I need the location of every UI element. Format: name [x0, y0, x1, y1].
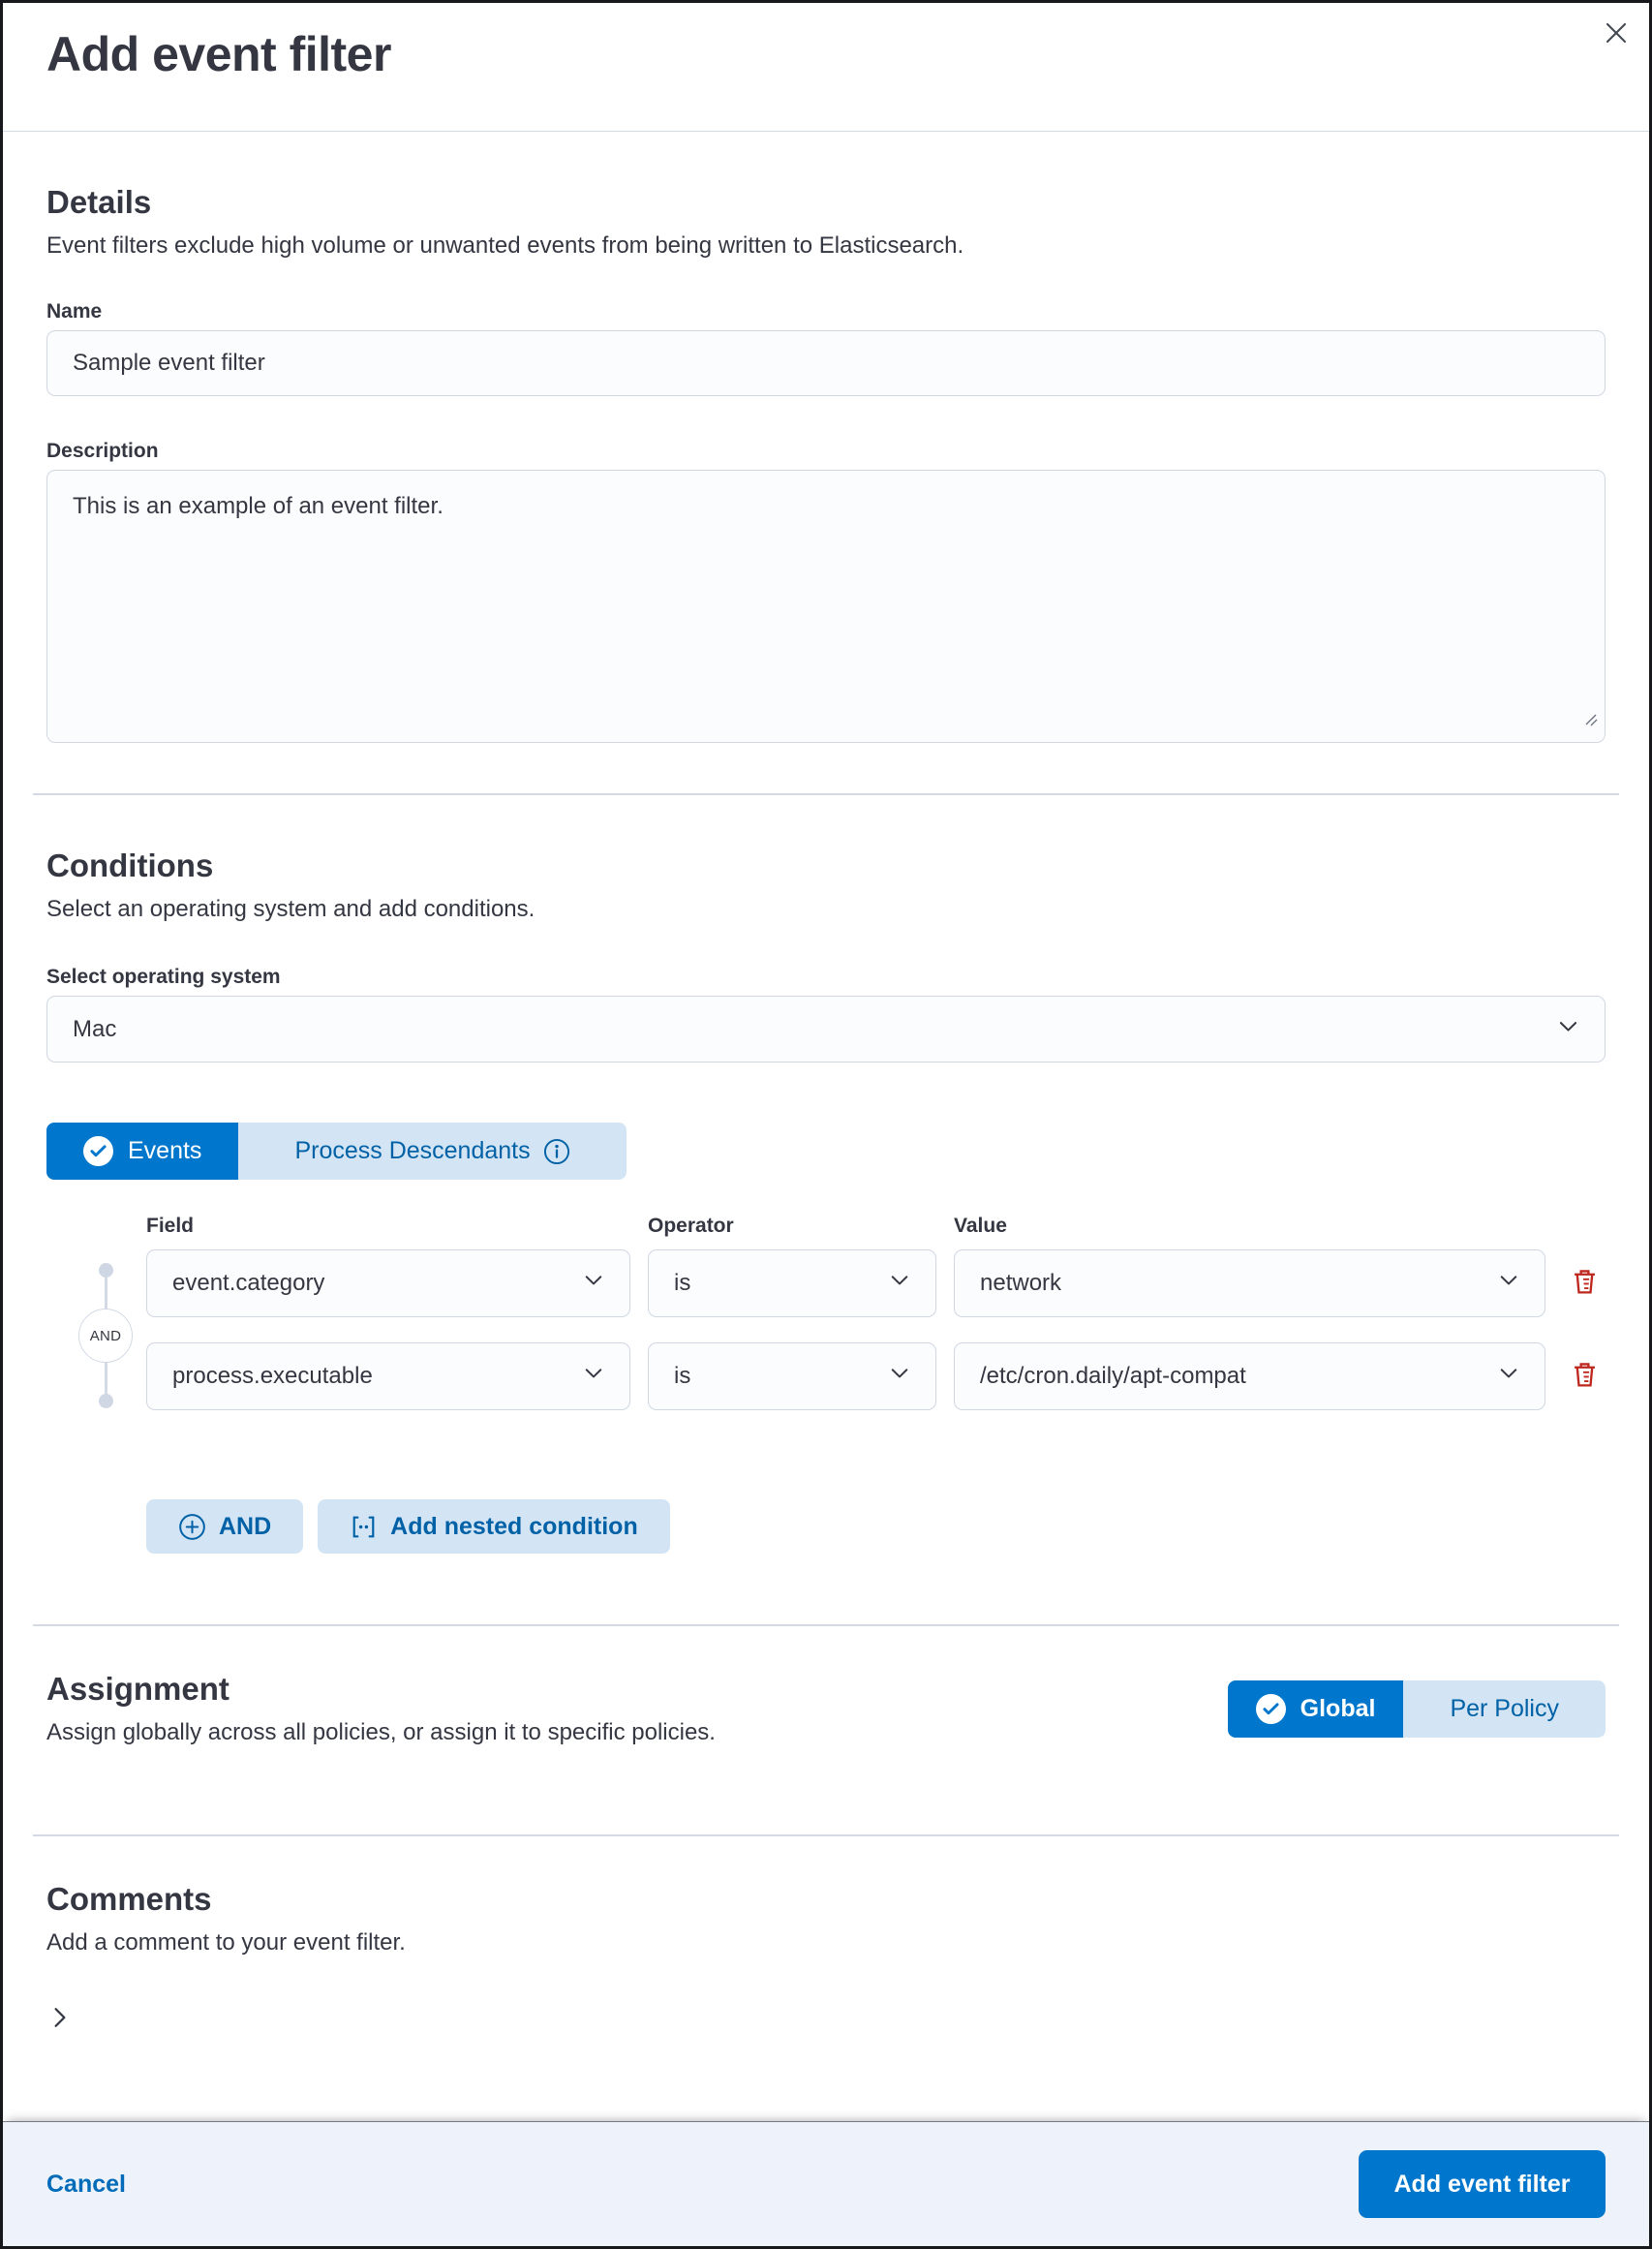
connector-dot-bottom	[99, 1394, 113, 1408]
connector-dot-top	[99, 1263, 113, 1278]
description-label: Description	[46, 440, 159, 462]
tab-process-descendants-label: Process Descendants	[294, 1137, 531, 1164]
comments-accordion-toggle[interactable]	[46, 1996, 91, 2041]
add-nested-condition-button[interactable]	[318, 1499, 670, 1554]
description-text: This is an example of an event filter.	[73, 493, 444, 519]
operator-select-value: is	[674, 1363, 691, 1389]
condition-column-labels	[146, 1215, 1606, 1238]
check-in-circle-icon	[83, 1136, 113, 1166]
plus-in-circle-icon	[178, 1513, 206, 1541]
assignment-heading: Assignment	[46, 1671, 229, 1707]
toggle-global[interactable]	[1228, 1680, 1404, 1738]
os-select-label: Select operating system	[46, 966, 281, 988]
nested-icon	[350, 1513, 378, 1541]
condition-row	[146, 1342, 1606, 1410]
add-nested-condition-label: Add nested condition	[390, 1512, 638, 1540]
value-select-value: /etc/cron.daily/apt-compat	[980, 1363, 1246, 1389]
operator-select[interactable]	[648, 1342, 936, 1410]
details-subtitle: Event filters exclude high volume or unwanted events from being written to Elasticsearch.	[46, 232, 964, 259]
description-textarea[interactable]	[46, 470, 1606, 743]
and-badge: AND	[78, 1309, 133, 1363]
os-select-value: Mac	[73, 1015, 117, 1042]
field-select[interactable]	[146, 1342, 630, 1410]
name-input[interactable]	[46, 330, 1606, 396]
toggle-global-label: Global	[1300, 1695, 1376, 1722]
modal-header	[3, 3, 1649, 132]
condition-builder	[46, 1215, 1606, 1410]
value-select[interactable]	[954, 1342, 1545, 1410]
value-column-label: Value	[954, 1215, 1007, 1237]
trash-icon	[1570, 1267, 1600, 1300]
assignment-section	[46, 1626, 1606, 1749]
add-condition-actions	[146, 1499, 1606, 1554]
operator-column-label: Operator	[648, 1215, 734, 1237]
os-select[interactable]	[46, 996, 1606, 1063]
condition-row	[146, 1249, 1606, 1317]
chevron-down-icon	[581, 1268, 606, 1300]
assignment-subtitle: Assign globally across all policies, or assign it to specific policies.	[46, 1719, 716, 1745]
assignment-button-group	[1228, 1680, 1606, 1738]
details-heading: Details	[46, 184, 152, 220]
operator-select[interactable]	[648, 1249, 936, 1317]
resize-handle-icon[interactable]	[1583, 704, 1599, 737]
and-button[interactable]	[146, 1499, 303, 1554]
conditions-subtitle: Select an operating system and add conditions.	[46, 896, 535, 922]
and-connector-column	[46, 1215, 146, 1410]
field-select[interactable]	[146, 1249, 630, 1317]
close-icon	[1602, 18, 1631, 50]
tab-events[interactable]	[46, 1123, 238, 1180]
chevron-down-icon	[887, 1268, 912, 1300]
tab-process-descendants[interactable]	[238, 1123, 626, 1180]
chevron-down-icon	[581, 1361, 606, 1393]
value-select[interactable]	[954, 1249, 1545, 1317]
tab-events-label: Events	[128, 1137, 202, 1164]
chevron-down-icon	[887, 1361, 912, 1393]
assignment-text	[46, 1626, 716, 1749]
name-label: Name	[46, 300, 103, 323]
filter-type-button-group	[46, 1123, 627, 1180]
delete-condition-button[interactable]	[1563, 1262, 1606, 1305]
chevron-down-icon	[1496, 1268, 1521, 1300]
close-button[interactable]	[1593, 11, 1639, 57]
field-select-value: process.executable	[172, 1363, 373, 1389]
page-title: Add event filter	[46, 27, 391, 81]
chevron-down-icon	[1496, 1361, 1521, 1393]
modal-body	[3, 132, 1649, 2121]
section-divider	[33, 793, 1619, 795]
check-in-circle-icon	[1256, 1694, 1286, 1724]
condition-rows	[146, 1215, 1606, 1410]
conditions-heading: Conditions	[46, 847, 214, 883]
chevron-right-icon	[46, 2004, 74, 2034]
cancel-button[interactable]: Cancel	[46, 2170, 126, 2198]
comments-subtitle: Add a comment to your event filter.	[46, 1929, 406, 1956]
toggle-per-policy[interactable]	[1403, 1680, 1606, 1738]
value-select-value: network	[980, 1270, 1062, 1296]
field-select-value: event.category	[172, 1270, 325, 1296]
field-column-label: Field	[146, 1215, 195, 1237]
and-button-label: AND	[219, 1512, 272, 1540]
comments-heading: Comments	[46, 1881, 212, 1917]
and-connector	[78, 1263, 133, 1408]
delete-condition-button[interactable]	[1563, 1355, 1606, 1398]
add-event-filter-button[interactable]: Add event filter	[1359, 2150, 1606, 2218]
toggle-per-policy-label: Per Policy	[1450, 1695, 1559, 1722]
chevron-down-icon	[1555, 1013, 1581, 1046]
section-divider	[33, 1834, 1619, 1836]
operator-select-value: is	[674, 1270, 691, 1296]
info-icon	[543, 1138, 570, 1165]
trash-icon	[1570, 1360, 1600, 1393]
modal-footer	[3, 2121, 1649, 2246]
